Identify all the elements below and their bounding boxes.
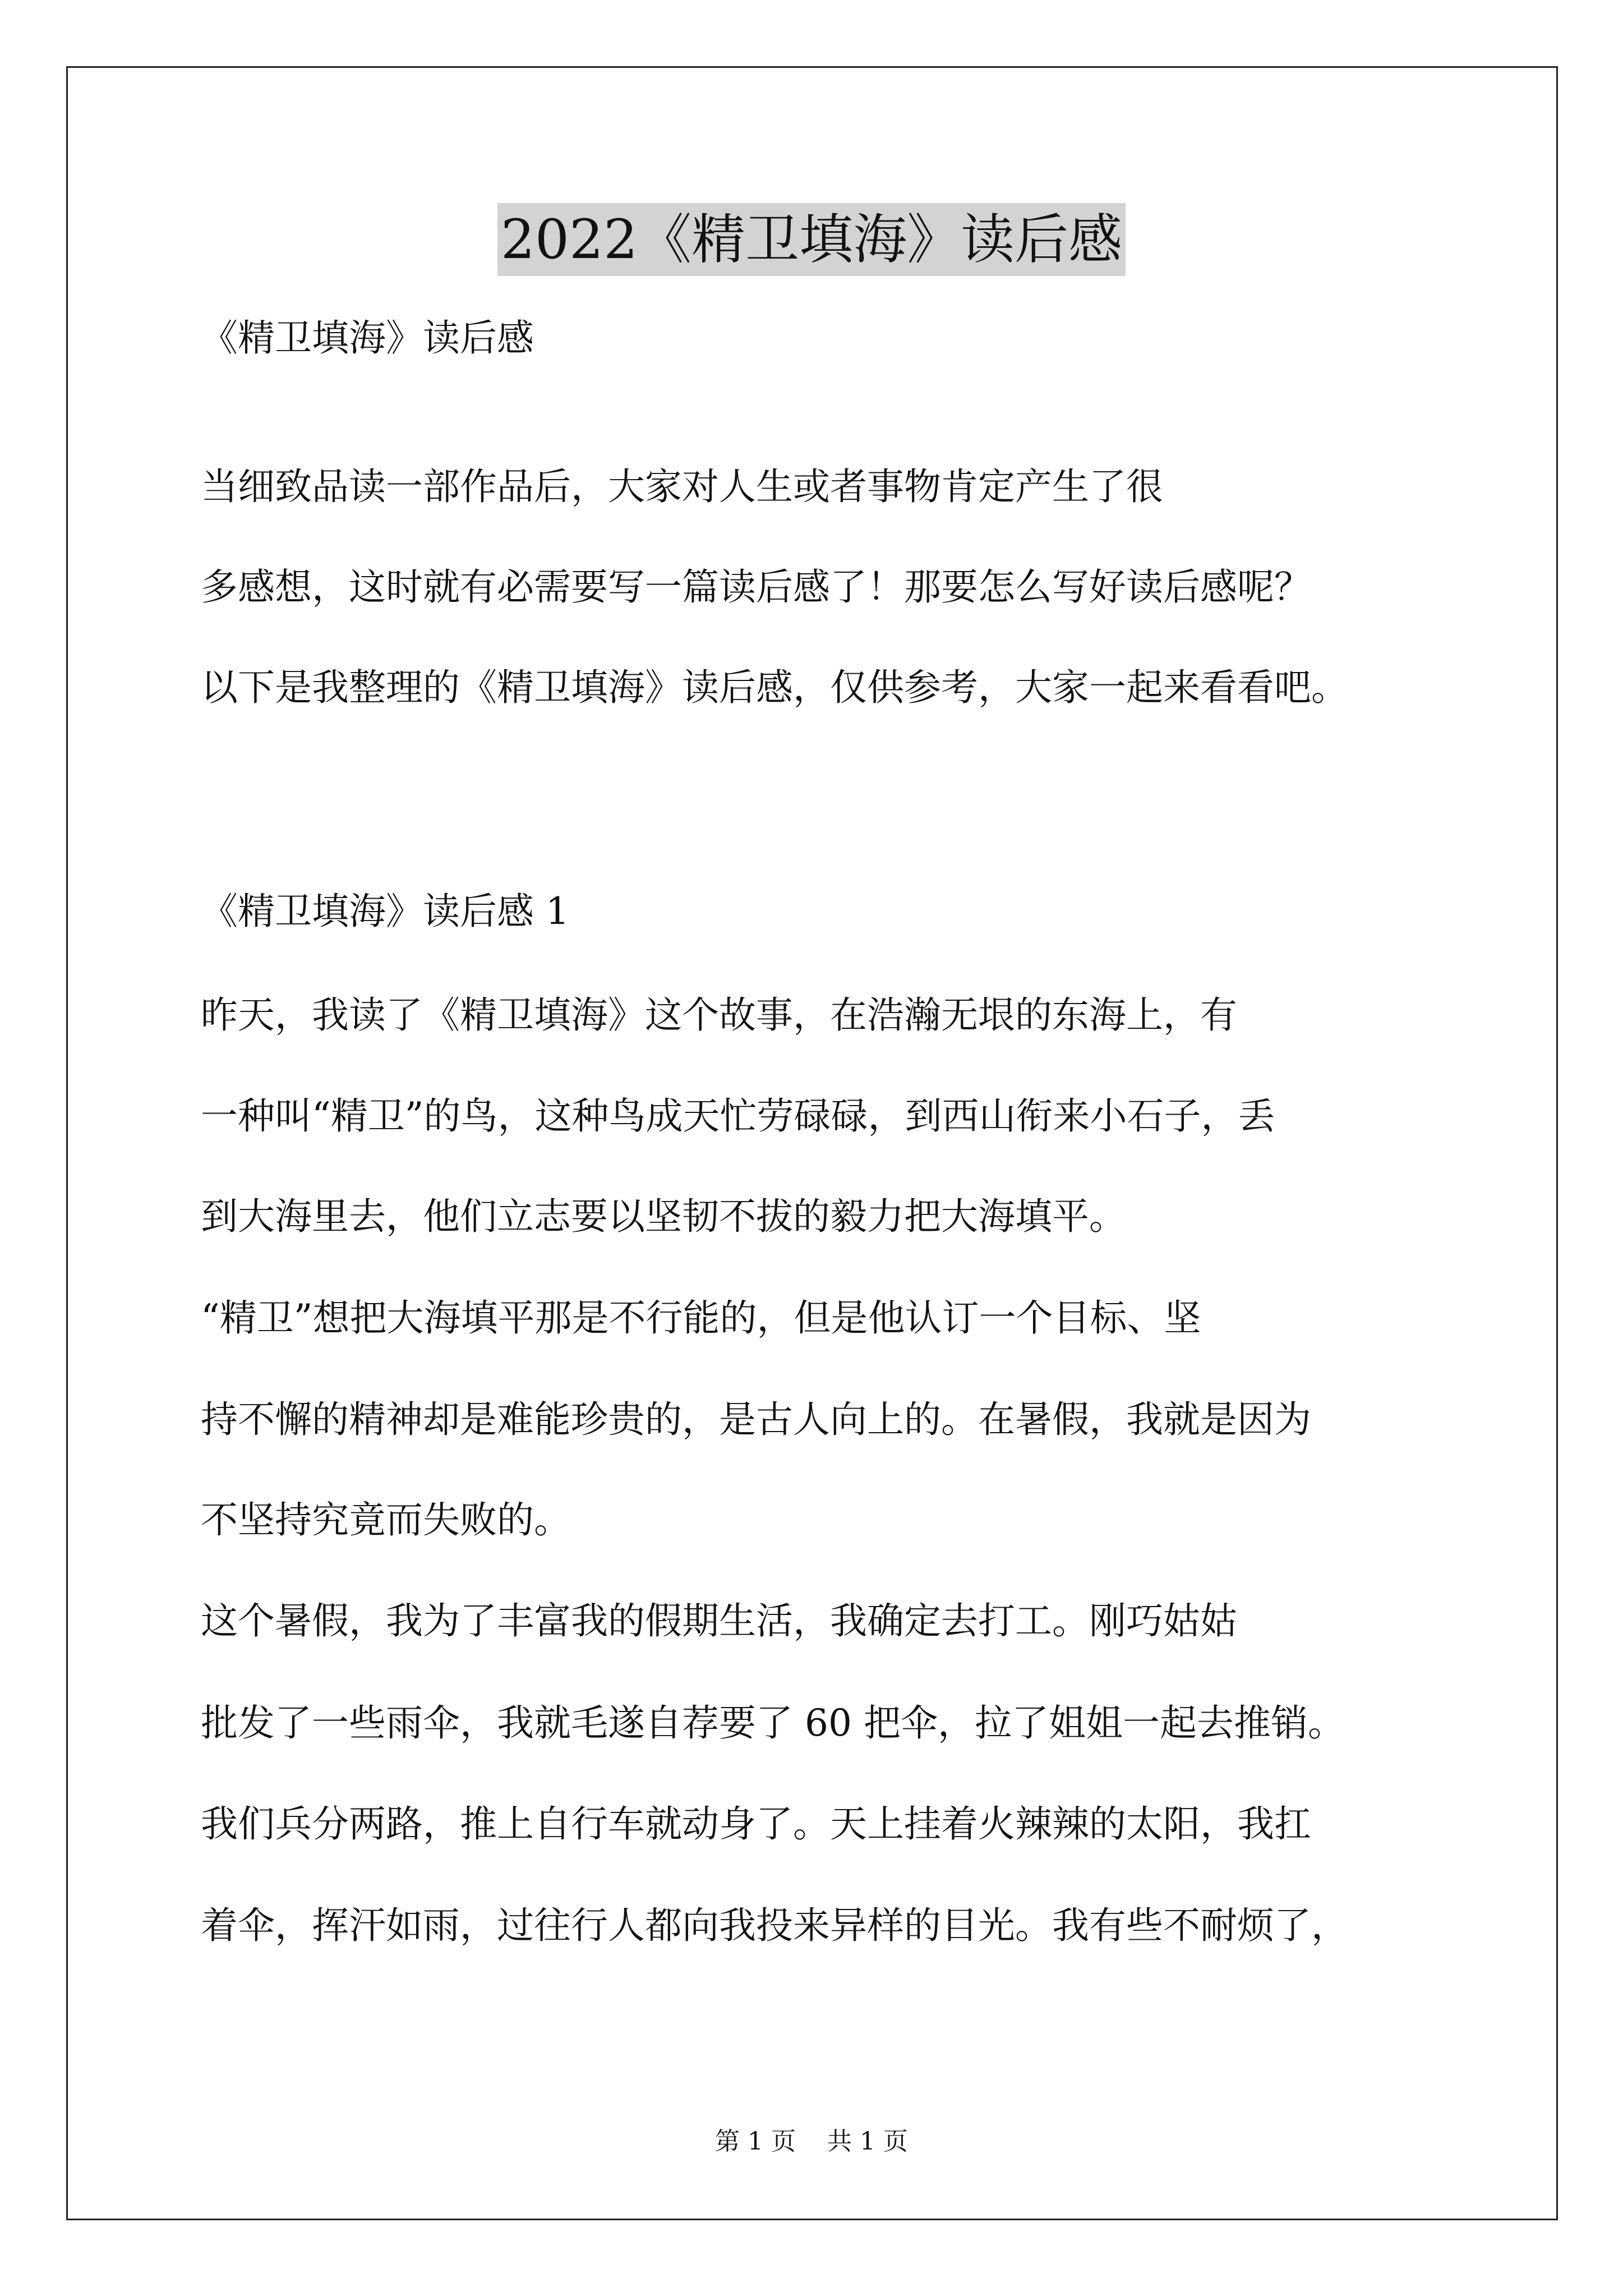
text-line: 《精卫填海》读后感 [201, 316, 534, 360]
text-line: 持不懈的精神却是难能珍贵的，是古人向上的。在暑假，我就是因为 [201, 1398, 1311, 1441]
text-line: 昨天，我读了《精卫填海》这个故事，在浩瀚无垠的东海上，有 [201, 993, 1237, 1037]
title-container [0, 203, 1623, 276]
text-line: 以下是我整理的《精卫填海》读后感，仅供参考，大家一起来看看吧。 [201, 666, 1348, 709]
text-line: 这个暑假，我为了丰富我的假期生活，我确定去打工。刚巧姑姑 [201, 1599, 1237, 1642]
text-line: 多感想，这时就有必需要写一篇读后感了！那要怎么写好读后感呢？ [201, 565, 1311, 609]
text-line: 着伞，挥汗如雨，过往行人都向我投来异样的目光。我有些不耐烦了， [201, 1904, 1348, 1947]
text-line: 到大海里去，他们立志要以坚韧不拔的毅力把大海填平。 [201, 1195, 1126, 1238]
text-line: “精卫”想把大海填平那是不行能的，但是他认订一个目标、坚 [201, 1296, 1201, 1340]
document-title: 2022《精卫填海》读后感 [497, 203, 1126, 276]
text-line: 一种叫“精卫”的鸟，这种鸟成天忙劳碌碌，到西山衔来小石子，丢 [201, 1094, 1275, 1138]
text-line: 不坚持究竟而失败的。 [201, 1498, 571, 1542]
text-line: 批发了一些雨伞，我就毛遂自荐要了 60 把伞，拉了姐姐一起去推销。 [201, 1701, 1345, 1745]
text-line: 我们兵分两路，推上自行车就动身了。天上挂着火辣辣的太阳，我扛 [201, 1802, 1311, 1846]
page-footer: 第 1 页 共 1 页 [715, 2127, 908, 2156]
page-border [66, 66, 1558, 2220]
text-line: 《精卫填海》读后感 1 [201, 890, 569, 933]
text-line: 当细致品读一部作品后，大家对人生或者事物肯定产生了很 [201, 465, 1163, 508]
